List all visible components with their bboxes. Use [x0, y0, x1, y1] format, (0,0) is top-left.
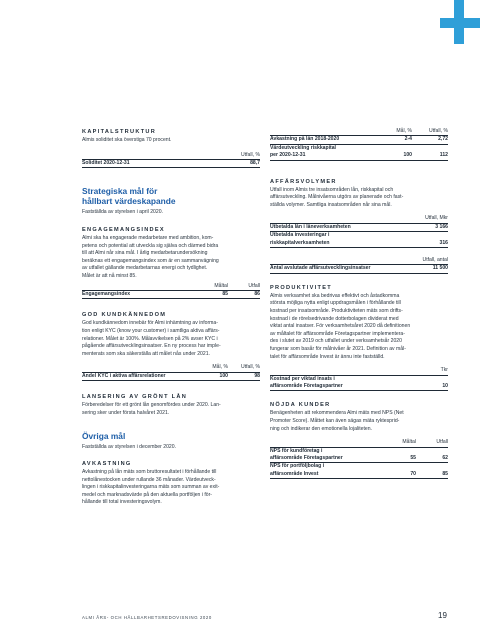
row-label: NPS för kundföretag i affärsområde Företagspartner [270, 447, 386, 463]
insatser-table [270, 257, 448, 273]
text-line: beräknas ett engagemangsindex som är en sammanvägning [82, 257, 219, 264]
text-line: menterats som ska säkerställa att målet nås under 2021. [82, 350, 210, 357]
row-value: 10 [442, 383, 448, 389]
text-line: pågående affärsutvecklingsinsatser. En ny process har imple- [82, 343, 221, 350]
nojda-kunder-heading: NÖJDA KUNDER [270, 402, 331, 409]
row-value: 316 [439, 239, 448, 246]
text-line: av utfallet gällande medarbetarnas energi och tydlighet. [82, 265, 208, 272]
left-column [82, 128, 260, 507]
text-line: Benägenheten att rekommendera Almi mäts med NPS (Net [270, 410, 404, 417]
produktivitet-table [270, 367, 448, 390]
text-line: fungerar som basår för målnivåer år 2021. Definition av mål- [270, 346, 406, 352]
text-line: ställda volymer. Samtliga insatsområden når sina mål. [270, 201, 392, 208]
row-label: Utbetalda investeringar i riskkapitalverksamheten [270, 232, 330, 246]
col-header: Utfall, Mkr [409, 215, 448, 223]
avkastning-heading: AVKASTNING [82, 460, 132, 467]
row-value: 3 166 [409, 223, 448, 231]
col-header: Tkr [432, 367, 448, 375]
strategiska-subtitle: Fastställda av styrelsen i april 2020. [82, 209, 163, 216]
text-line: kostnad per insatsområde. Produktiviteten mäts som drifts- [270, 308, 403, 315]
col-header: Måltal [386, 439, 416, 447]
row-value: 2,72 [412, 136, 448, 144]
kapitalstruktur-text: Almis soliditet ska överstiga 70 procent. [82, 137, 172, 143]
engagemang-table [82, 283, 260, 299]
avkastning-text [82, 469, 260, 507]
text-line: viktat antal insatser. För verksamhetsåret 2020 då definitionen [270, 323, 411, 330]
row-label: Antal avslutade affärsutvecklingsinsatser [270, 265, 371, 272]
page-footer: ALMI ÅRS- OCH HÅLLBARHETSREDOVISNING 2020 [82, 615, 212, 620]
text-line: Förberedelser för ett grönt lån genomfördes under 2020. Lan- [82, 402, 221, 409]
row-value: 11 500 [432, 265, 448, 272]
row-label: Soliditet 2020-12-31 [82, 160, 130, 166]
row-value: 100 [403, 152, 412, 159]
row-value: 85 [442, 470, 448, 477]
text-line: tion enligt KYC (know your customer) i samtliga aktiva affärs- [82, 327, 220, 334]
text-line: Almi ska ha engagerade medarbetare med ambition, kom- [82, 235, 214, 241]
text-line: relationer. Målet är 100%. Målavvikelsen på 2% avser KYC i [82, 335, 218, 342]
row-value: 70 [410, 470, 416, 477]
affarsvolymer-heading: AFFÄRSVOLYMER [270, 178, 337, 185]
row-label: Utbetalda lån i låneverksamheten [270, 223, 409, 231]
text-line: ning och indikerar den emotionella lojaliteten. [270, 425, 372, 432]
row-value: 85 [222, 290, 228, 297]
text-line: Almis verksamhet ska bedrivas effektivt och åstadkomma [270, 292, 400, 299]
section-title-strategiska: Strategiska mål för [82, 186, 158, 197]
text-line: God kundkännedom innebär för Almi inhämtning av informa- [82, 320, 218, 327]
engagemang-heading: ENGAGEMANGSINDEX [82, 227, 165, 233]
row-value: 88,7 [250, 160, 260, 166]
avkastning-table [270, 128, 448, 160]
text-line: lingen i riskkapitalinvesteringarna mäts som summan av exit- [82, 484, 220, 491]
text-line: affärsutveckling. Målnivåerna utgörs av planerade och fast- [270, 194, 404, 201]
nojda-kunder-text [270, 410, 448, 433]
soliditet-table [82, 152, 260, 168]
row-label: Avkastning på lån 2018-2020 [270, 136, 380, 144]
col-header: Utfall, % [209, 152, 260, 160]
page-number: 19 [438, 611, 447, 620]
col-header: Mål, % [198, 364, 228, 372]
row-value: 86 [254, 290, 260, 297]
text-line: kostnad i de rörelsedrivande dotterbolagen dividerat med [270, 315, 399, 322]
gront-lan-heading: LANSERING AV GRÖNT LÅN [82, 394, 188, 401]
text-line: nettolånestocken under rullande 36 månader. Värdeutveck- [82, 476, 216, 483]
text-line: till att Almi når sina mål. I årlig medarbetarundersökning [82, 250, 208, 257]
text-line: medel och marknadsvärde på den aktuella portföljen i för- [82, 491, 212, 498]
right-column [270, 128, 448, 479]
produktivitet-heading: PRODUKTIVITET [270, 284, 332, 291]
kyc-table [82, 364, 260, 380]
kundkannedom-text [82, 320, 260, 358]
col-header: Utfall [228, 283, 260, 291]
text-line: sering sker under första halvåret 2021. [82, 409, 170, 416]
col-header: Utfall, % [228, 364, 260, 372]
col-header: Mål, % [380, 128, 412, 136]
kapitalstruktur-heading: KAPITALSTRUKTUR [82, 129, 157, 135]
row-label: Kostnad per viktad insats i affärsområde Företagspartner [270, 375, 343, 389]
row-value: 112 [439, 152, 448, 159]
col-header: Utfall, antal [412, 257, 448, 265]
row-value: 62 [416, 447, 448, 463]
row-label: NPS för portföljbolag i affärsområde Invest [270, 463, 325, 477]
row-label: Engagemangsindex [82, 290, 131, 297]
nps-table [270, 439, 448, 478]
row-label: Värdeutveckling riskkapital per 2020-12-31 [270, 144, 336, 159]
produktivitet-text [270, 293, 448, 361]
text-line: Målet är att nå minst 85. [82, 272, 137, 279]
text-line: Promoter Score). Måttet kan även sägas mäta ryktesprid- [270, 418, 400, 424]
brand-cross-mark [440, 0, 480, 44]
text-line: petens och potential att utveckla sig själva och därmed bidra [82, 242, 219, 249]
text-line: hållande till total investeringsvolym. [82, 499, 162, 506]
engagemang-text [82, 235, 260, 281]
ovriga-subtitle: Fastställda av styrelsen i december 2020. [82, 444, 176, 451]
kundkannedom-heading: GOD KUNDKÄNNEDOM [82, 312, 167, 319]
col-header: Utfall, % [412, 128, 448, 136]
col-header: Utfall [416, 439, 448, 447]
row-value: 55 [386, 447, 416, 463]
affarsvolymer-text [270, 187, 448, 210]
row-label: Andel KYC i aktiva affärsrelationer [82, 372, 166, 379]
gront-lan-text [82, 402, 260, 417]
section-title-ovriga: Övriga mål [82, 431, 126, 442]
text-line: Avkastning på lån mäts som bruttoresultatet i förhållande till [82, 468, 217, 475]
text-line: av måltalet för affärsområde Företagspartner implementera- [270, 330, 405, 337]
text-line: största möjliga nytta enligt uppdragsmålen i förhållande till [270, 300, 401, 307]
text-line: talet för affärsområde Invest är ännu inte fastställd. [270, 353, 385, 360]
text-line: des i slutet av 2019 och utfallet under verksamhetsår 2020 [270, 338, 402, 345]
affarsvolymer-table [270, 215, 448, 247]
row-value: 98 [254, 372, 260, 379]
section-title-strategiska-2: hållbart värdeskapande [82, 196, 176, 207]
row-value: 100 [219, 372, 228, 379]
text-line: Utfall inom Almis tre insatsområden lån, riskkapital och [270, 186, 394, 193]
col-header: Måltal [198, 283, 228, 291]
row-value: 2-4 [380, 136, 412, 144]
